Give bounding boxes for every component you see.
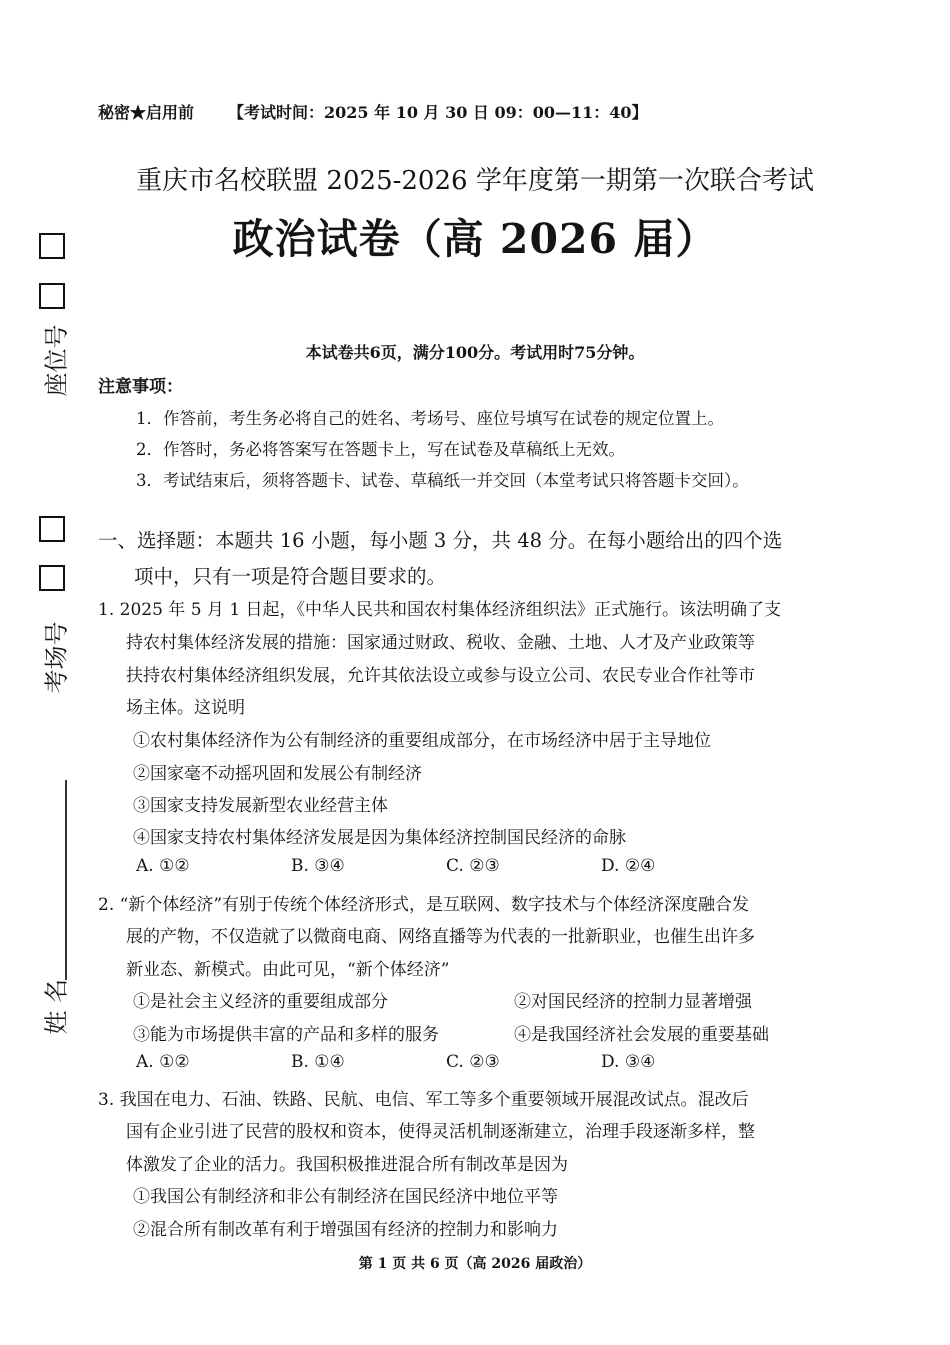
note-item: 3．考试结束后，须将答题卡、试卷、草稿纸一并交回（本堂考试只将答题卡交回）。 (136, 471, 749, 490)
question-2-choice-c[interactable]: C. ②③ (446, 1052, 500, 1072)
question-1-option: ②国家毫不动摇巩固和发展公有制经济 (133, 764, 422, 784)
paper-title: 政治试卷（高 2026 届） (232, 215, 718, 263)
question-1-stem: 持农村集体经济发展的措施：国家通过财政、税收、金融、土地、人才及产业政策等 (126, 633, 755, 653)
question-2-choice-a[interactable]: A. ①② (136, 1052, 190, 1072)
question-2-stem: 2. “新个体经济”有别于传统个体经济形式，是互联网、数字技术与个体经济深度融合发 (98, 895, 750, 915)
question-1-stem: 场主体。这说明 (126, 698, 245, 718)
question-2-option: ③能为市场提供丰富的产品和多样的服务 (133, 1025, 439, 1045)
question-1-option: ④国家支持农村集体经济发展是因为集体经济控制国民经济的命脉 (133, 828, 626, 848)
question-2-stem: 展的产物，不仅造就了以微商电商、网络直播等为代表的一批新职业，也催生出许多 (126, 927, 755, 947)
question-2-option: ④是我国经济社会发展的重要基础 (514, 1025, 769, 1045)
notes-title: 注意事项： (98, 377, 183, 397)
room-box-1[interactable] (39, 516, 65, 542)
note-item: 2．作答时，务必将答案写在答题卡上，写在试卷及草稿纸上无效。 (136, 440, 625, 459)
question-1-choice-c[interactable]: C. ②③ (446, 856, 500, 876)
exam-title: 重庆市名校联盟 2025-2026 学年度第一期第一次联合考试 (136, 166, 814, 196)
header-line (98, 100, 648, 123)
question-1-stem: 扶持农村集体经济组织发展，允许其依法设立或参与设立公司、农民专业合作社等市 (126, 666, 755, 686)
section-heading: 一、选择题：本题共 16 小题，每小题 3 分，共 48 分。在每小题给出的四个选 (98, 529, 783, 552)
name-line (65, 780, 67, 980)
question-2-choice-d[interactable]: D. ③④ (601, 1052, 656, 1072)
question-2-choice-b[interactable]: B. ①④ (291, 1052, 345, 1072)
seat-label: 座位号 (42, 324, 71, 397)
question-1-choice-a[interactable]: A. ①② (136, 856, 190, 876)
room-label: 考场号 (42, 621, 71, 694)
paper-info: 本试卷共6页，满分100分。考试用时75分钟。 (305, 343, 645, 362)
question-3-stem: 体激发了企业的活力。我国积极推进混合所有制改革是因为 (126, 1155, 568, 1175)
question-3-option: ②混合所有制改革有利于增强国有经济的控制力和影响力 (133, 1220, 558, 1240)
seat-box-2[interactable] (39, 283, 65, 309)
question-1-option: ①农村集体经济作为公有制经济的重要组成部分，在市场经济中居于主导地位 (133, 731, 711, 751)
exam-time: 【考试时间：2025 年 10 月 30 日 09：00—11：40】 (228, 103, 648, 122)
room-box-2[interactable] (39, 565, 65, 591)
question-1-stem: 1. 2025 年 5 月 1 日起，《中华人民共和国农村集体经济组织法》正式施行。该法明确了支 (98, 600, 782, 620)
question-1-choice-b[interactable]: B. ③④ (291, 856, 345, 876)
question-3-stem: 国有企业引进了民营的股权和资本，使得灵活机制逐渐建立，治理手段逐渐多样，整 (126, 1122, 755, 1142)
question-2-option: ①是社会主义经济的重要组成部分 (133, 992, 388, 1012)
note-item: 1．作答前，考生务必将自己的姓名、考场号、座位号填写在试卷的规定位置上。 (136, 409, 724, 428)
question-1-choice-d[interactable]: D. ②④ (601, 856, 656, 876)
section-heading-cont: 项中，只有一项是符合题目要求的。 (134, 565, 447, 588)
secret-mark: 秘密★启用前 (98, 103, 195, 122)
question-2-option: ②对国民经济的控制力显著增强 (514, 992, 752, 1012)
question-3-stem: 3. 我国在电力、石油、铁路、民航、电信、军工等多个重要领域开展混改试点。混改后 (98, 1090, 749, 1110)
question-2-stem: 新业态、新模式。由此可见，“新个体经济” (126, 960, 450, 980)
name-label: 姓 名 (42, 978, 71, 1035)
page-footer: 第 1 页 共 6 页（高 2026 届政治） (358, 1256, 592, 1272)
question-3-option: ①我国公有制经济和非公有制经济在国民经济中地位平等 (133, 1187, 558, 1207)
question-1-option: ③国家支持发展新型农业经营主体 (133, 796, 388, 816)
